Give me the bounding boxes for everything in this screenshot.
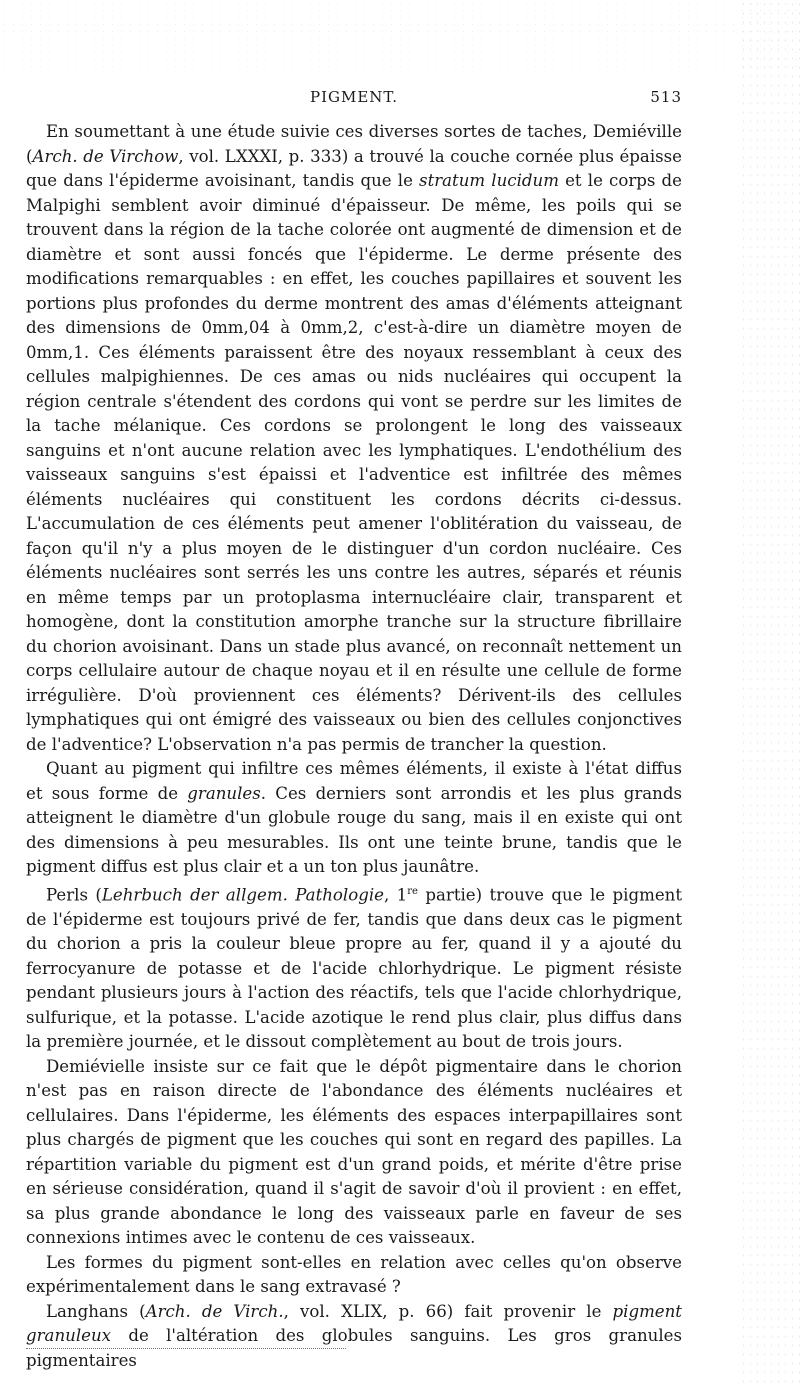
scan-edge-noise — [740, 0, 800, 1386]
paragraph-text: , 1 — [383, 885, 408, 905]
term-italic: granules — [187, 783, 261, 803]
paragraph-text: Les formes du pigment sont-elles en relation avec celles qu'on observe expérimentalement dans le sang extravasé ? — [26, 1252, 682, 1297]
citation-italic: Arch. de Virch. — [145, 1301, 284, 1321]
paragraph-text: Langhans ( — [46, 1301, 146, 1321]
page-number: 513 — [650, 88, 682, 106]
paragraph-2 — [26, 757, 682, 880]
paragraph-text: Quant au pigment qui infiltre ces mêmes éléments, il existe à l'état diffus et sous forme de — [26, 759, 682, 803]
term-italic: pigment granuleux — [26, 1301, 682, 1346]
paragraph-text: de l'altération des globules sanguins. Les gros granules pigmentaires — [26, 1326, 682, 1370]
term-italic: stratum lucidum — [419, 171, 559, 190]
paragraph-text: , vol. LXXXI, p. 333) a trouvé la couche cornée plus épaisse que dans l'épiderme avoisinant, tandis que le — [26, 146, 682, 190]
paragraph-text: . Ces derniers sont arrondis et les plus grands atteignent le diamètre d'un globule rouge du sang, mais il en existe qui ont des dimensions à peu mesurables. Ils ont une teinte brune, tandis que le pigment diffus est plus clair et a un ton plus jaunâtre. — [26, 783, 683, 876]
footer-dotted-rule — [26, 1348, 346, 1349]
paragraph-3 — [26, 880, 682, 1055]
paragraph-4 — [26, 1055, 682, 1251]
paragraph-1 — [26, 120, 682, 757]
paragraph-text: En soumettant à une étude suivie ces diverses sortes de taches, Demiéville ( — [26, 122, 682, 166]
paragraph-6 — [26, 1300, 682, 1374]
paragraph-text: , vol. XLIX, p. 66) fait provenir le — [283, 1301, 613, 1321]
superscript: re — [407, 885, 418, 897]
running-header — [26, 88, 682, 110]
paragraph-text: et le corps de Malpighi semblent avoir diminué d'épaisseur. De même, les poils qui se trouvent dans la région de la tache colorée ont augmenté de dimension et de diamètre et sont aussi foncés que l'épiderme. Le derme présente des modifications remarquables : en effet, les couches papillaires et souvent les portions plus profondes du derme montrent des amas d'éléments atteignant des dimensions de 0mm,04 à 0mm,2, c'est-à-dire un diamètre moyen de 0mm,1. Ces éléments paraissent être des noyaux ressemblant à ceux des cellules malpighiennes. De ces amas ou nids nucléaires qui occupent la région centrale s'étendent des cordons qui vont se perdre sur les limites de la tache mélanique. Ces cordons se prolongent le long des vaisseaux sanguins et n'ont aucune relation avec les lymphatiques. L'endothélium des vaisseaux sanguins s'est épaissi et l'adventice est infiltrée des mêmes éléments nucléaires qui constituent les cordons décrits ci-dessus. L'accumulation de ces éléments peut amener l'oblitération du vaisseau, de façon qu'il n'y a plus moyen de le distinguer d'un cordon nucléaire. Ces éléments nucléaires sont serrés les uns contre les autres, séparés et réunis en même temps par un protoplasma internucléaire clair, transparent et homogène, dont la constitution amorphe tranche sur la structure fibrillaire du chorion avoisinant. Dans un stade plus avancé, on reconnaît nettement un corps cellulaire autour de chaque noyau et il en résulte une cellule de forme irrégulière. D'où proviennent ces éléments? Dérivent-ils des cellules lymphatiques qui ont émigré des vaisseaux ou bien des cellules conjonctives de l'adventice? L'observation n'a pas permis de trancher la question. — [26, 171, 682, 754]
paragraph-5 — [26, 1251, 682, 1300]
running-title: PIGMENT. — [309, 88, 398, 106]
paragraph-text: Demiévielle insiste sur ce fait que le dépôt pigmentaire dans le chorion n'est pas en raison directe de l'abondance des éléments nucléaires et cellulaires. Dans l'épiderme, les éléments des espaces interpapillaires sont plus chargés de pigment que les couches qui sont en regard des papilles. La répartition variable du pigment est d'un grand poids, et mérite d'être prise en sérieuse considération, quand il s'agit de savoir d'où il provient : en effet, sa plus grande abondance le long des vaisseaux parle en faveur de ses connexions intimes avec le contenu de ces vaisseaux. — [26, 1056, 682, 1248]
page-body — [26, 120, 682, 1373]
book-page — [26, 0, 682, 1386]
paragraph-text: partie) trouve que le pigment de l'épiderme est toujours privé de fer, tandis que dans deux cas le pigment du chorion a pris la couleur bleue propre au fer, quand il y a ajouté du ferrocyanure de potasse et de l'acide chlorhydrique. Le pigment résiste pendant plusieurs jours à l'action des réactifs, tels que l'acide chlorhydrique, sulfurique, et la potasse. L'acide azotique le rend plus clair, plus diffus dans la première journée, et le dissout complètement au bout de trois jours. — [26, 885, 682, 1052]
citation-italic: Lehrbuch der allgem. Pathologie — [101, 885, 384, 905]
paragraph-text: Perls ( — [46, 885, 102, 905]
citation-italic: Arch. de Virchow — [32, 146, 179, 166]
